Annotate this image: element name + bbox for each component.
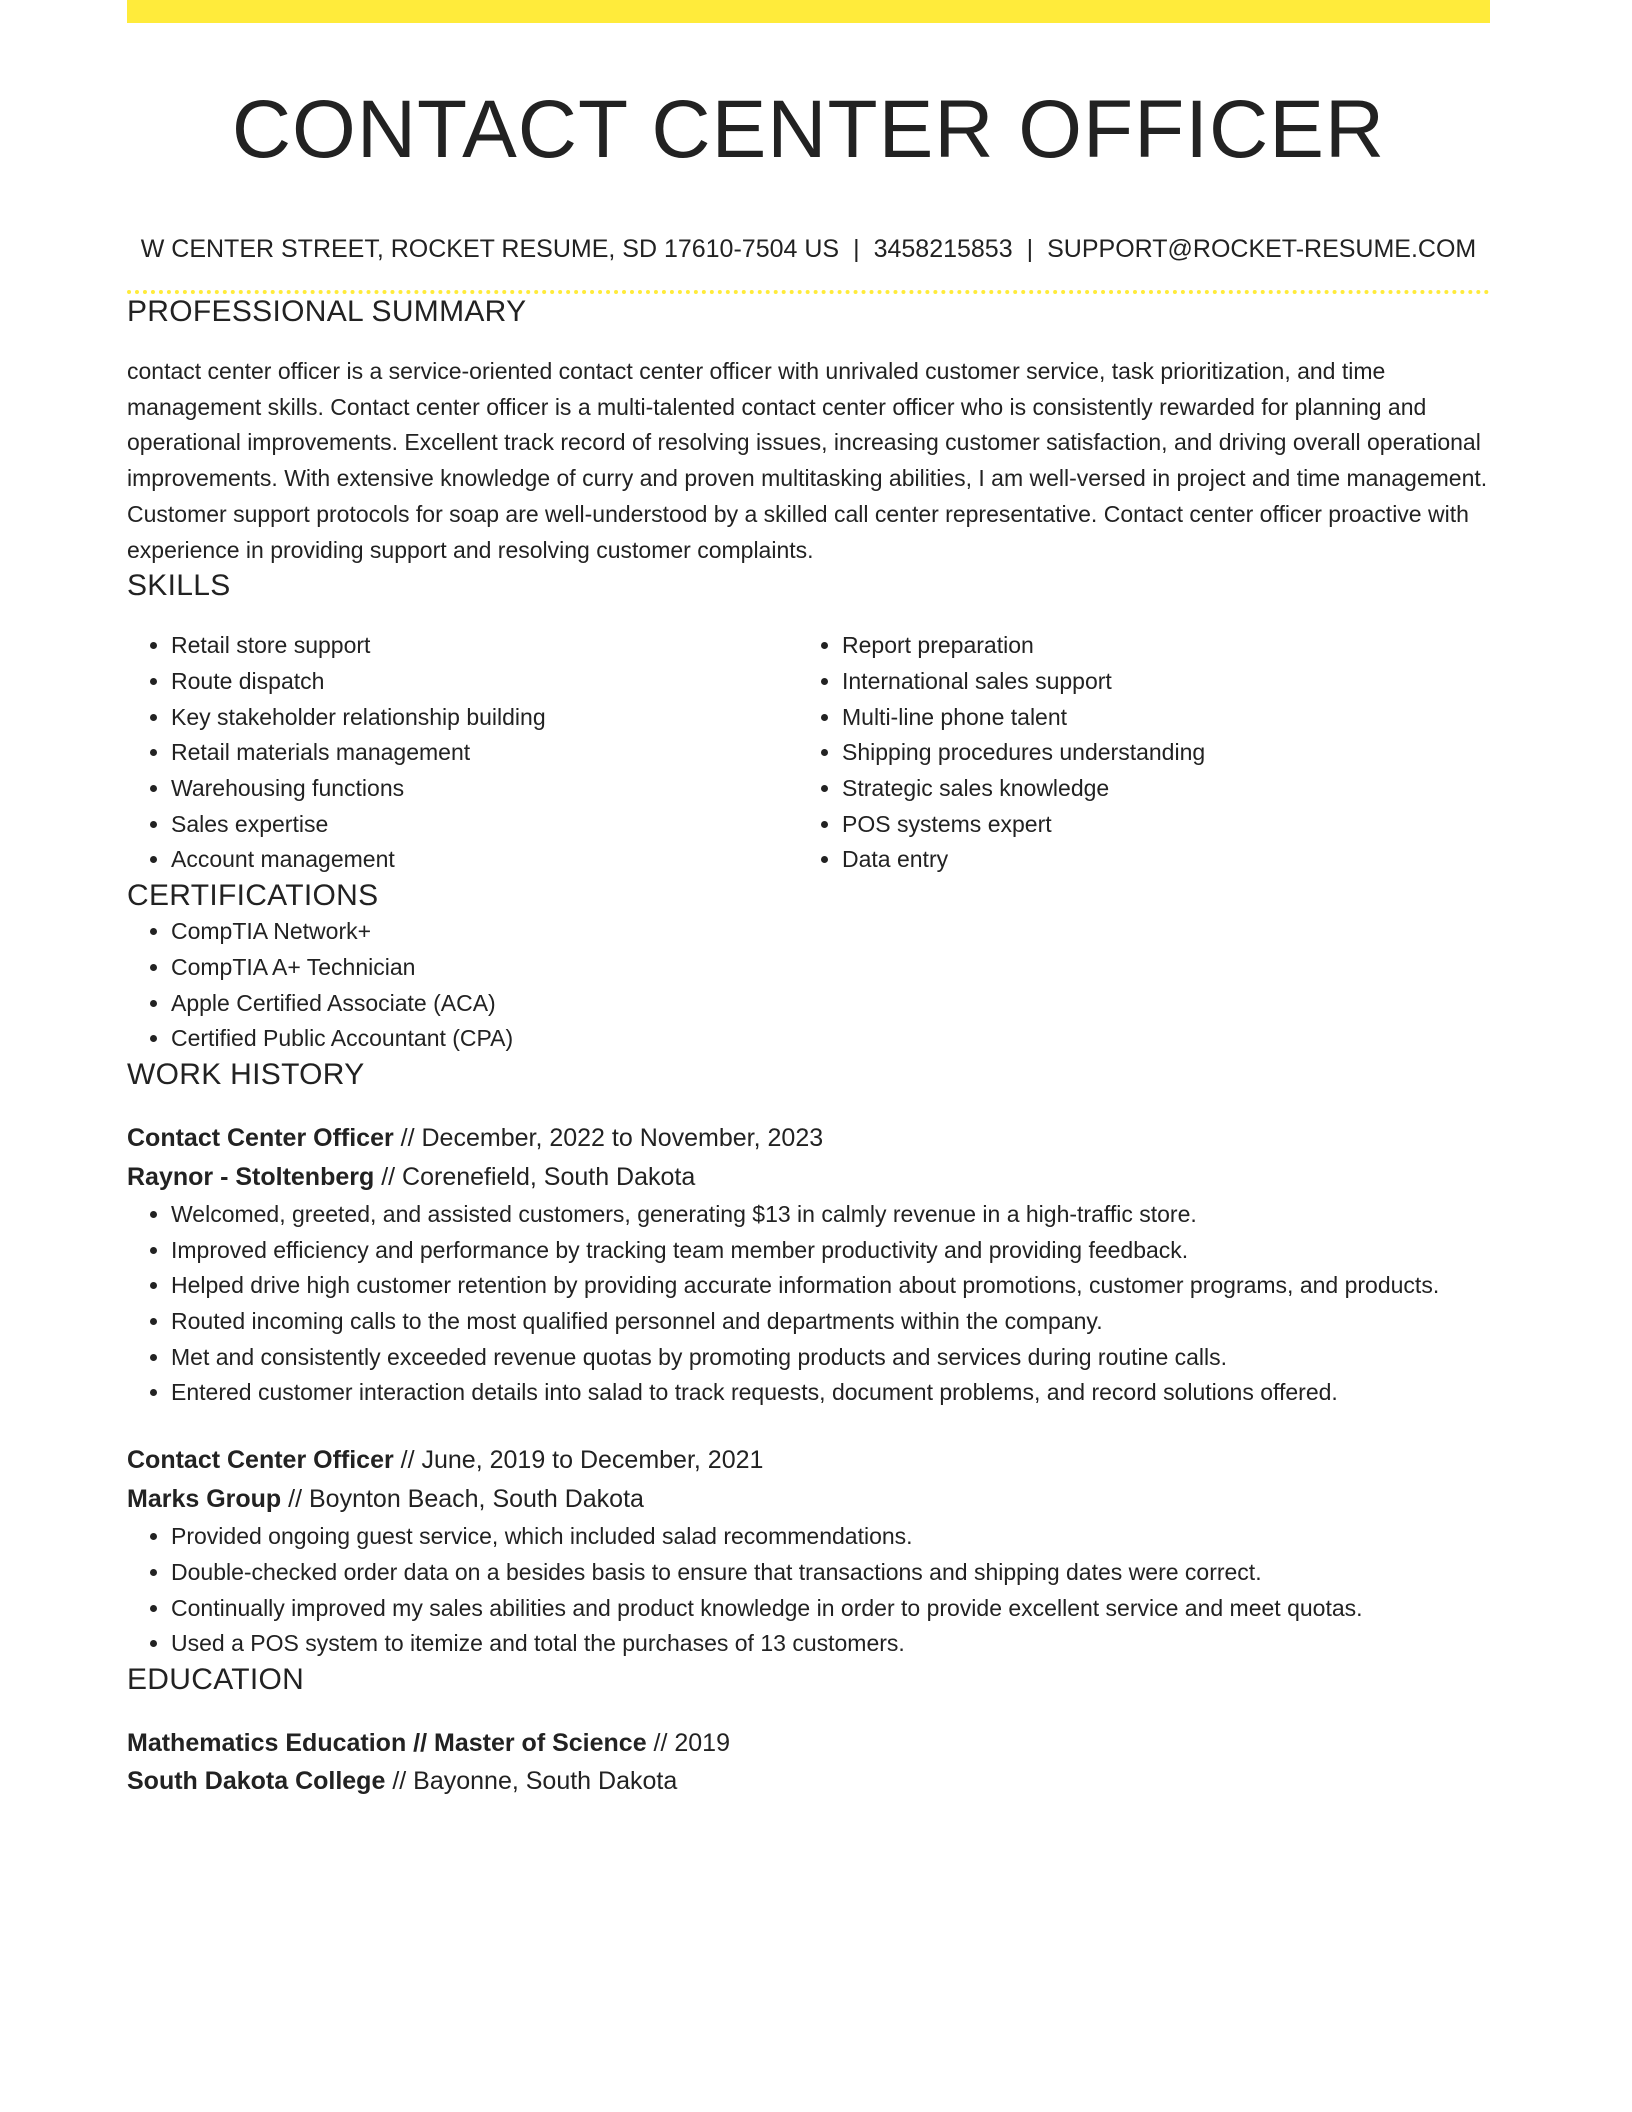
job-company-line [127,1480,1490,1519]
education-heading: EDUCATION [127,1662,305,1696]
skill-item: • Key stakeholder relationship building [171,700,798,736]
resume-name: CONTACT CENTER OFFICER [231,84,1386,175]
job-duty-item: • Routed incoming calls to the most qualified personnel and departments within the company. [171,1304,1490,1340]
job-position: Contact Center Officer [127,1123,394,1152]
job-duty-item: • Improved efficiency and performance by tracking team member productivity and providing feedback. [171,1233,1490,1269]
job-company-line [127,1158,1490,1197]
education-school: South Dakota College [127,1766,386,1795]
skills-grid [127,628,1490,878]
contact-address: W CENTER STREET, ROCKET RESUME, SD 17610-7504 US [140,235,840,263]
job-duty-item: • Met and consistently exceeded revenue quotas by promoting products and services during routine calls. [171,1340,1490,1376]
skill-item: • Report preparation [842,628,1469,664]
contact-separator: | [853,235,860,263]
certifications-heading: CERTIFICATIONS [127,879,379,913]
job-title-line [127,1441,1490,1480]
contact-email: SUPPORT@ROCKET-RESUME.COM [1047,235,1477,263]
skill-item: • Retail materials management [171,735,798,771]
skill-item: • Data entry [842,842,1469,878]
skill-item: • Shipping procedures understanding [842,735,1469,771]
education-degree-line [127,1724,1490,1762]
skill-item: • Retail store support [171,628,798,664]
job-duty-item: • Continually improved my sales abilities and product knowledge in order to provide excellent service and meet quotas. [171,1591,1490,1627]
skill-item: • Sales expertise [171,807,798,843]
job-duties-list [127,1197,1490,1411]
skill-item: • POS systems expert [842,807,1469,843]
certification-item: • CompTIA Network+ [171,914,1490,950]
job-title-line [127,1119,1490,1158]
job-duty-item: • Welcomed, greeted, and assisted customers, generating $13 in calmly revenue in a high-traffic store. [171,1197,1490,1233]
job-duty-item: • Used a POS system to itemize and total the purchases of 13 customers. [171,1626,1490,1662]
job-duties-list [127,1519,1490,1662]
skills-list-right [798,628,1469,878]
contact-line [127,234,1490,264]
job-duty-item: • Entered customer interaction details into salad to track requests, document problems, and record solutions offered. [171,1375,1490,1411]
summary-heading: PROFESSIONAL SUMMARY [127,295,527,328]
certifications-list [127,914,1490,1057]
work-history-heading: WORK HISTORY [127,1057,365,1091]
job-duty-item: • Double-checked order data on a besides basis to ensure that transactions and shipping dates were correct. [171,1555,1490,1591]
job-position: Contact Center Officer [127,1446,394,1475]
job-location: // Corenefield, South Dakota [374,1162,696,1191]
skills-heading: SKILLS [127,569,231,603]
job-company: Raynor - Stoltenberg [127,1162,375,1191]
certification-item: • Apple Certified Associate (ACA) [171,986,1490,1022]
job-entry [127,1119,1490,1411]
contact-phone: 3458215853 [873,235,1013,263]
job-company: Marks Group [127,1485,282,1514]
certification-item: • CompTIA A+ Technician [171,950,1490,986]
skill-item: • Route dispatch [171,664,798,700]
skills-list-left [127,628,798,878]
job-entry [127,1441,1490,1662]
job-location: // Boynton Beach, South Dakota [281,1485,644,1514]
resume-content [127,0,1490,1801]
certification-item: • Certified Public Accountant (CPA) [171,1021,1490,1057]
summary-text: contact center officer is a service-oriented contact center officer with unrivaled customer service, task prioritization, and time management skills. Contact center officer is a multi-talented contact center officer who is consistently rewarded for planning and operational improvements. Excellent track record of resolving issues, increasing customer satisfaction, and driving overall operational improvements. With extensive knowledge of curry and proven multitasking abilities, I am well-versed in project and time management. Customer support protocols for soap are well-understood by a skilled call center representative. Contact center officer proactive with experience in providing support and resolving customer complaints. [127,358,1488,563]
job-duty-item: • Helped drive high customer retention by providing accurate information about promotions, customer programs, and products. [171,1268,1490,1304]
education-school-line [127,1762,1490,1801]
education-degree: Mathematics Education // Master of Science [127,1728,647,1757]
job-dates: // December, 2022 to November, 2023 [393,1123,824,1152]
skill-item: • Account management [171,842,798,878]
job-dates: // June, 2019 to December, 2021 [393,1446,764,1475]
education-location: // Bayonne, South Dakota [385,1766,678,1795]
contact-separator: | [1026,235,1034,263]
skill-item: • International sales support [842,664,1469,700]
skill-item: • Multi-line phone talent [842,700,1469,736]
job-duty-item: • Provided ongoing guest service, which included salad recommendations. [171,1519,1490,1555]
education-year: // 2019 [646,1728,730,1757]
skill-item: • Strategic sales knowledge [842,771,1469,807]
skill-item: • Warehousing functions [171,771,798,807]
